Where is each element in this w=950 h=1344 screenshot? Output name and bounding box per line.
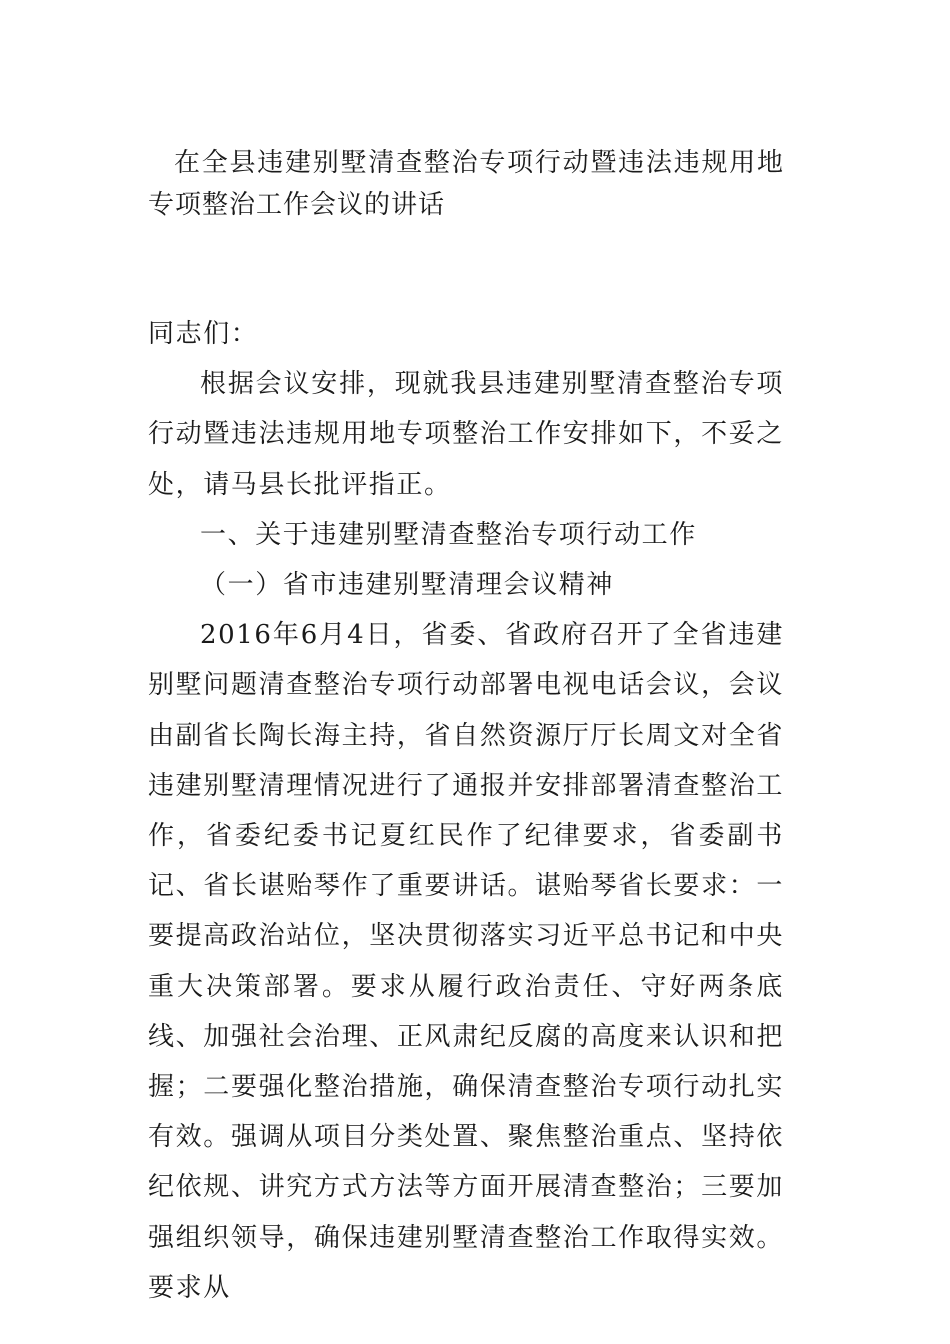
document-title: 在全县违建别墅清查整治专项行动暨违法违规用地专项整治工作会议的讲话 xyxy=(148,148,784,220)
subsection-heading-1: （一）省市违建别墅清理会议精神 xyxy=(200,570,615,601)
section-heading-1: 一、关于违建别墅清查整治专项行动工作 xyxy=(200,519,697,550)
body-paragraph: 2016年6月4日，省委、省政府召开了全省违建别墅问题清查整治专项行动部署电视电话会议，会议由副省长陶长海主持，省自然资源厅厅长周文对全省违建别墅清理情况进行了通报并安排部署清查整治工作，省委纪委书记夏红民作了纪律要求，省委副书记、省长谌贻琴作了重要讲话。谌贻琴省长要求：一要提高政治站位，坚决贯彻落实习近平总书记和中央重大决策部署。要求从履行政治责任、守好两条底线、加强社会治理、正风肃纪反腐的高度来认识和把握；二要强化整治措施，确保清查整治专项行动扎实有效。强调从项目分类处置、聚焦整治重点、坚持依纪依规、讲究方式方法等方面开展清查整治；三要加强组织领导，确保违建别墅清查整治工作取得实效。要求从 xyxy=(148,620,784,1303)
intro-paragraph: 根据会议安排，现就我县违建别墅清查整治专项行动暨违法违规用地专项整治工作安排如下，不妥之处，请马县长批评指正。 xyxy=(148,369,784,500)
document-body xyxy=(148,309,784,1313)
salutation: 同志们： xyxy=(148,319,259,349)
